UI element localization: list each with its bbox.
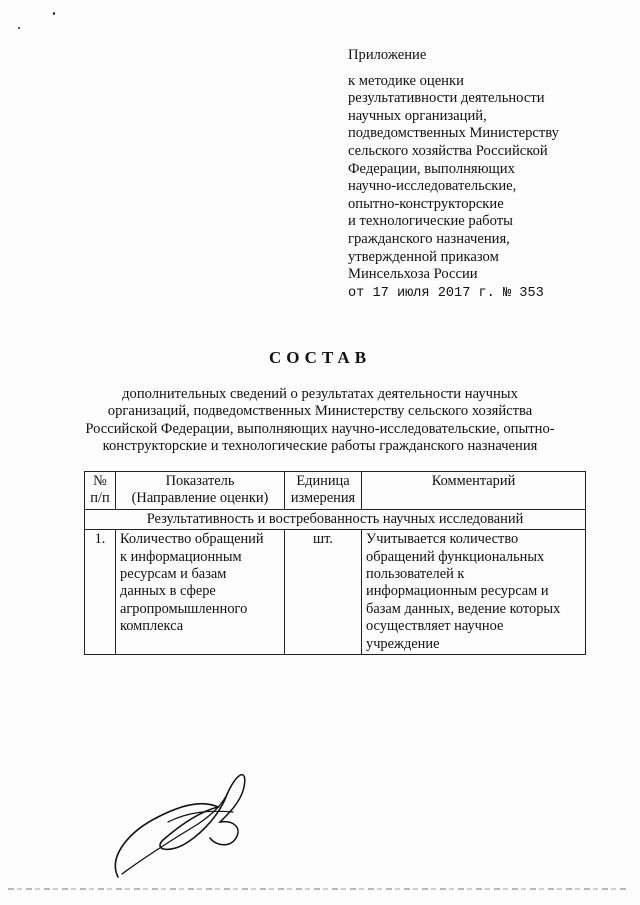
scan-speck	[53, 12, 55, 15]
appendix-line: научно-исследовательские,	[348, 178, 517, 195]
appendix-line: Минсельхоза России	[348, 266, 478, 283]
indicators-table	[84, 471, 586, 655]
header-number: № п/п	[85, 472, 116, 510]
appendix-line: утвержденной приказом	[348, 248, 499, 265]
section-title: Результативность и востребованность научных исследований	[85, 509, 586, 529]
subtitle-line: дополнительных сведений о результатах деятельности научных	[122, 386, 518, 402]
appendix-line: сельского хозяйства Российской	[348, 142, 548, 159]
order-reference: от 17 июля 2017 г. № 353	[348, 285, 544, 301]
table-section-row	[85, 509, 586, 529]
subtitle-line: организаций, подведомственных Министерству сельского хозяйства	[107, 403, 533, 420]
appendix-title: Приложение	[348, 47, 427, 63]
table-row	[85, 530, 586, 655]
scan-artifact-line	[8, 888, 628, 890]
header-indicator: Показатель (Направление оценки)	[116, 472, 285, 510]
row-number: 1.	[85, 530, 116, 655]
signature-icon	[108, 762, 258, 882]
subtitle-line: конструкторские и технологические работы гражданского назначения	[102, 438, 538, 455]
appendix-block	[348, 47, 598, 302]
appendix-line: к методике оценки	[348, 72, 464, 89]
subtitle-line: Российской Федерации, выполняющих научно-исследовательские, опытно-	[85, 420, 555, 437]
appendix-line: результативности деятельности	[348, 90, 545, 107]
appendix-line: опытно-конструкторские	[348, 195, 504, 212]
document-heading: СОСТАВ	[268, 348, 372, 367]
header-comment: Комментарий	[362, 472, 586, 510]
appendix-line: и технологические работы	[348, 213, 513, 230]
appendix-line: гражданского назначения,	[348, 230, 510, 247]
document-subtitle	[60, 386, 580, 456]
row-unit: шт.	[285, 530, 362, 655]
row-indicator: Количество обращений к информационным ресурсам и базам данных в сфере агропромышленного комплекса	[116, 530, 285, 655]
header-unit: Единица измерения	[285, 472, 362, 510]
appendix-line: научных организаций,	[348, 107, 487, 124]
table-header-row	[85, 472, 586, 510]
scan-speck	[18, 27, 20, 29]
appendix-line: Федерации, выполняющих	[348, 160, 515, 177]
row-comment: Учитывается количество обращений функциональных пользователей к информационным ресурсам и базам данных, ведение которых осуществляет научное учреждение	[362, 530, 586, 655]
appendix-line: подведомственных Министерству	[348, 125, 559, 142]
